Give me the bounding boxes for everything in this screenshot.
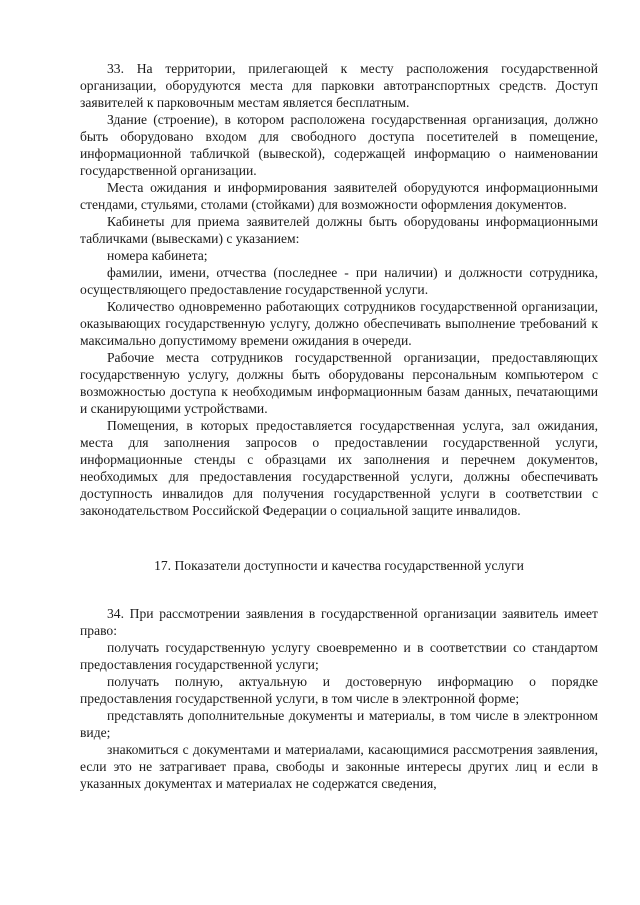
paragraph-waiting-areas: Места ожидания и информирования заявителей оборудуются информационными стендами, стульями, столами (стойками) для возможности оформления документов. bbox=[80, 180, 598, 212]
paragraph-right-information: получать полную, актуальную и достоверную информацию о порядке предоставления государственной услуги, в том числе в электронной форме; bbox=[80, 674, 598, 706]
paragraph-right-documents: представлять дополнительные документы и материалы, в том числе в электронном виде; bbox=[80, 708, 598, 740]
paragraph-room-number: номера кабинета; bbox=[107, 248, 208, 263]
paragraph-34-rights: 34. При рассмотрении заявления в государственной организации заявитель имеет право: bbox=[80, 606, 598, 638]
paragraph-right-timely-service: получать государственную услугу своевременно и в соответствии со стандартом предоставления государственной услуги; bbox=[80, 640, 598, 672]
paragraph-building-entrance: Здание (строение), в котором расположена государственная организация, должно быть оборудовано входом для свободного доступа посетителей в помещение, информационной табличкой (вывеской), содержащей информацию о наименовании государственной организации. bbox=[80, 112, 598, 178]
paragraph-employee-name: фамилии, имени, отчества (последнее - при наличии) и должности сотрудника, осуществляющего предоставление государственной услуги. bbox=[80, 265, 598, 297]
section-heading: 17. Показатели доступности и качества государственной услуги bbox=[154, 558, 524, 573]
paragraph-workplaces: Рабочие места сотрудников государственной организации, предоставляющих государственную услугу, должны быть оборудованы персональным компьютером с возможностью доступа к необходимым информационным базам данных, печатающими и сканирующими устройствами. bbox=[80, 350, 598, 416]
paragraph-33-parking: 33. На территории, прилегающей к месту расположения государственной организации, оборудуются места для парковки автотранспортных средств. Доступ заявителей к парковочным местам является бесплатным. bbox=[80, 61, 598, 110]
paragraph-office-signs: Кабинеты для приема заявителей должны быть оборудованы информационными табличками (вывесками) с указанием: bbox=[80, 214, 598, 246]
paragraph-staff-count: Количество одновременно работающих сотрудников государственной организации, оказывающих государственную услугу, должно обеспечивать выполнение требований к максимально допустимому времени ожидания в очереди. bbox=[80, 299, 598, 348]
document-page bbox=[80, 60, 598, 792]
paragraph-right-review-materials: знакомиться с документами и материалами, касающимися рассмотрения заявления, если это не затрагивает права, свободы и законные интересы других лиц и если в указанных документах и материалах не содержатся сведения, bbox=[80, 742, 598, 791]
paragraph-accessibility: Помещения, в которых предоставляется государственная услуга, зал ожидания, места для заполнения запросов о предоставлении государственной услуги, информационные стенды с образцами их заполнения и перечнем документов, необходимых для предоставления государственной услуги, должны обеспечивать доступность инвалидов для получения государственной услуги в соответствии с законодательством Российской Федерации о социальной защите инвалидов. bbox=[80, 418, 598, 518]
